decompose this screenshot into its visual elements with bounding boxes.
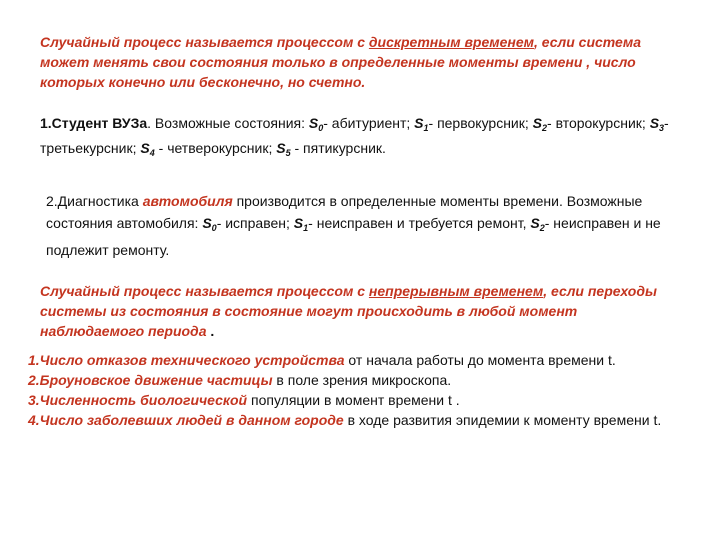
definition-text: Случайный процесс называется процессом с [40, 283, 369, 299]
definition-text-cont: , если система может менять свои состояния только в определенные моменты времени , число которых конечно или бесконечно, но счетно. [40, 34, 641, 90]
list-item-text: популяции в момент времени t . [247, 392, 460, 408]
continuous-examples-list [28, 350, 712, 430]
list-item-lead: 2.Броуновское движение частицы [28, 372, 273, 388]
state-subscript: 0 [211, 223, 217, 233]
state-symbol: S [202, 215, 212, 231]
state-symbol: S [532, 115, 542, 131]
example-intro: . Возможные состояния: [147, 115, 309, 131]
state-text: - второкурсник; [547, 115, 650, 131]
discrete-time-term: дискретным временем [368, 34, 534, 50]
state-subscript: 1 [303, 223, 309, 233]
continuous-time-definition [40, 281, 680, 341]
definition-tail: . [206, 323, 215, 339]
state-text: - первокурсник; [428, 115, 533, 131]
state-subscript: 4 [149, 148, 155, 158]
car-term: автомобиля [142, 193, 233, 209]
state-text: - неисправен и требуется ремонт, [308, 215, 531, 231]
state-symbol: S [308, 115, 319, 131]
list-item-text: в ходе развития эпидемии к моменту времени t. [343, 412, 662, 428]
continuous-time-term: непрерывным временем [368, 283, 544, 299]
state-symbol: S [140, 140, 150, 156]
state-subscript: 2 [539, 223, 545, 233]
definition-text-cont: , если переходы системы из состояния в состояние могут происходить в любой момент наблюдаемого периода [40, 283, 657, 339]
state-subscript: 1 [423, 123, 429, 133]
state-subscript: 5 [285, 148, 291, 158]
state-symbol: S [293, 215, 304, 231]
list-item-lead: 1.Число отказов технического устройства [28, 352, 345, 368]
example-car-diagnostics [46, 190, 702, 261]
list-item [28, 350, 712, 370]
state-subscript: 3 [659, 123, 665, 133]
state-text: - неисправен и не подлежит ремонту. [46, 215, 661, 258]
list-item [28, 410, 712, 430]
example-text: производится в определенные моменты времени. Возможные состояния автомобиля: [46, 193, 643, 231]
state-symbol: S [530, 215, 540, 231]
state-subscript: 2 [542, 123, 548, 133]
state-text: - пятикурсник. [290, 140, 386, 156]
list-item [28, 370, 712, 390]
example-student [40, 113, 690, 163]
definition-text: Случайный процесс называется процессом с [40, 34, 369, 50]
state-symbol: S [649, 115, 660, 131]
example-prefix: 2.Диагностика [46, 193, 143, 209]
list-item [28, 390, 712, 410]
state-text: - исправен; [216, 215, 294, 231]
state-text: - четверокурсник; [154, 140, 277, 156]
discrete-time-definition [40, 32, 680, 92]
state-subscript: 0 [318, 123, 324, 133]
state-text: - абитуриент; [323, 115, 415, 131]
state-symbol: S [414, 115, 424, 131]
list-item-text: в поле зрения микроскопа. [272, 372, 452, 388]
state-symbol: S [276, 140, 286, 156]
example-student-label: 1.Студент ВУЗа [40, 115, 148, 131]
state-text: - третьекурсник; [40, 115, 669, 156]
list-item-lead: 3.Численность биологической [28, 392, 248, 408]
list-item-lead: 4.Число заболевших людей в данном городе [28, 412, 344, 428]
list-item-text: от начала работы до момента времени t. [344, 352, 616, 368]
